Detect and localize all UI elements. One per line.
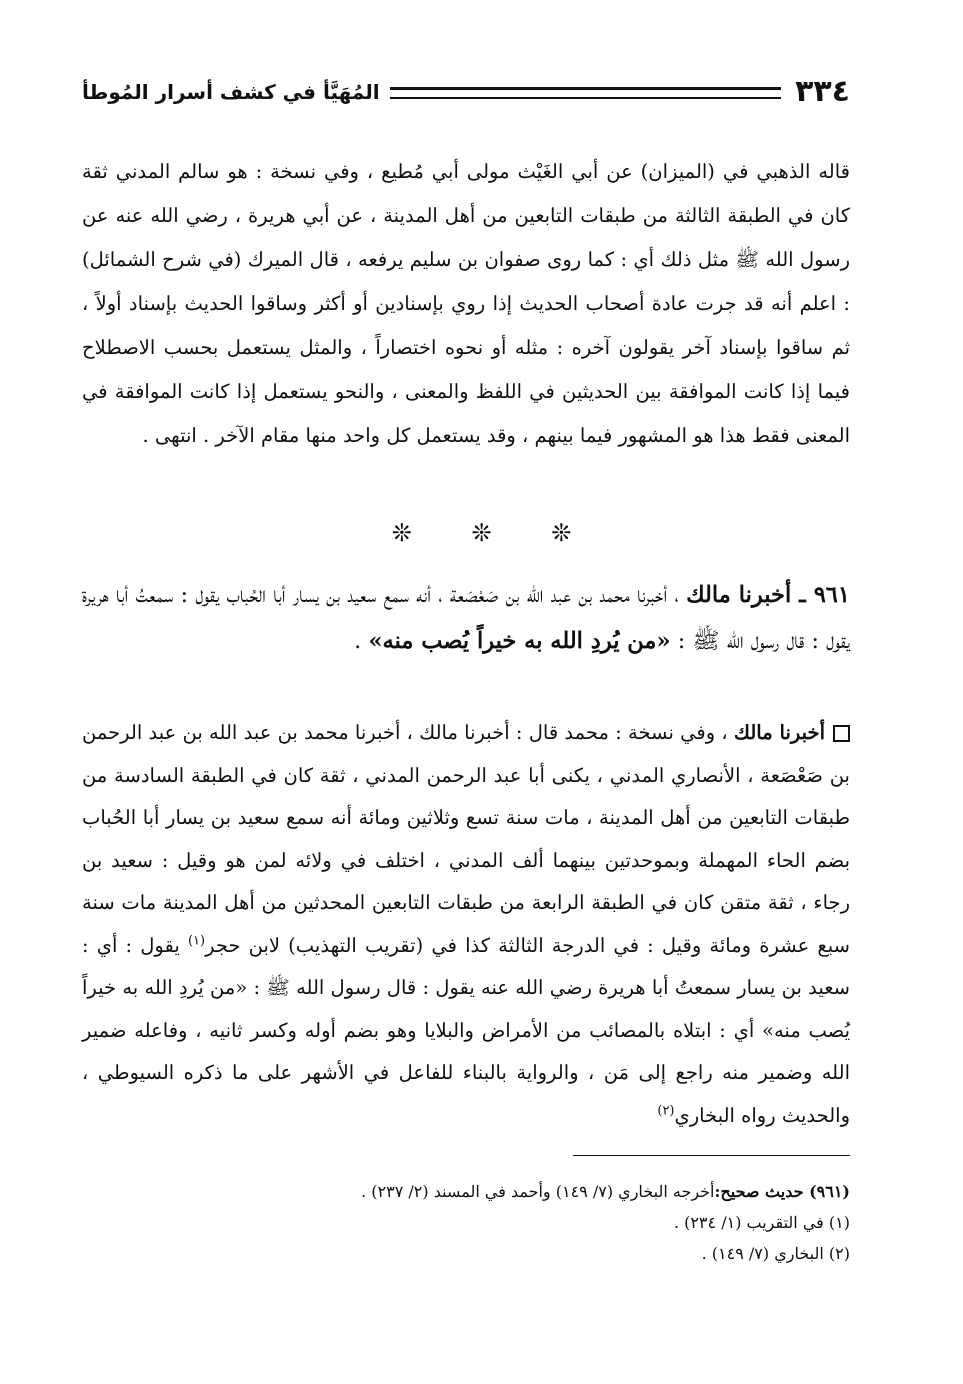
star-ornament-icon: ❊ [471, 519, 492, 547]
hadith-quote: «من يُردِ الله به خيراً يُصب منه» [368, 628, 671, 654]
commentary-part-b: يقول : أي : سعيد بن يسار سمعتُ أبا هريرة رضي الله عنه يقول : قال رسول الله ﷺ : «من يُردِ الله به خيراً يُصب منه» أي : ابتلاه بالمصائب من الأمراض والبلايا وهو بضم أوله وكسر ثانيه ، وفاعله ضمير الله وضمير منه راجع إلى مَن ، والرواية بالبناء للفاعل في الأشهر على ما ذكره السيوطي ، والحديث رواه البخاري [82, 933, 850, 1127]
footnote-item [82, 1207, 850, 1238]
footnotes [82, 1176, 850, 1269]
footnote-item [82, 1238, 850, 1269]
footnote-ref-1[interactable]: (١) [187, 933, 206, 948]
page-number: ٣٣٤ [795, 74, 850, 109]
header-double-rule [390, 87, 781, 99]
running-title: المُهَيَّأ في كشف أسرار المُوطأ [82, 80, 380, 104]
star-ornament-icon: ❊ [391, 519, 412, 547]
square-box-icon [833, 725, 850, 742]
hadith-text [82, 572, 850, 664]
commentary-paragraph-2 [82, 712, 850, 1137]
footnote-text: أخرجه البخاري (٧/ ١٤٩) وأحمد في المسند (٢/ ٢٣٧) . [361, 1182, 715, 1201]
commentary-text: قاله الذهبي في (الميزان) عن أبي الغَيْث مولى أبي مُطيع ، وفي نسخة : هو سالم المدني ثقة كان في الطبقة الثالثة من طبقات التابعين من أهل المدينة ، عن أبي هريرة ، رضي الله عنه عن رسول الله ﷺ مثل ذلك أي : كما روى صفوان بن سليم يرفعه ، قال الميرك (في شرح الشمائل) : اعلم أنه قد جرت عادة أصحاب الحديث إذا روي بإسنادين أو أكثر وساقوا الحديث بإسناد أولاً ، ثم ساقوا بإسناد آخر يقولون آخره : مثله أو نحوه اختصاراً ، والمثل يستعمل بحسب الاصطلاح فيما إذا كانت الموافقة بين الحديثين في اللفظ والمعنى ، والنحو يستعمل إذا كانت الموافقة في المعنى فقط هذا هو المشهور فيما بينهم ، وقد يستعمل كل واحد منها مقام الآخر . انتهى . [82, 160, 850, 447]
commentary-text [82, 712, 850, 1137]
section-separator [0, 518, 963, 548]
hadith-number-lead: ٩٦١ ـ أخبرنا مالك [686, 582, 850, 608]
page-header [82, 72, 850, 112]
footnote-divider [573, 1155, 850, 1156]
footnote-label: (٩٦١) حديث صحيح: [714, 1182, 850, 1201]
hadith-paragraph [82, 572, 850, 664]
hadith-end: . [354, 628, 369, 654]
footnote-text: (١) في التقريب (١/ ٢٣٤) . [673, 1213, 850, 1232]
star-ornament-icon: ❊ [551, 519, 572, 547]
commentary-part-a: ، وفي نسخة : محمد قال : أخبرنا مالك ، أخبرنا محمد بن عبد الله بن عبد الرحمن بن صَعْصَعة ، الأنصاري المدني ، يكنى أبا عبد الرحمن المدني ، ثقة كان في الطبقة السادسة من طبقات التابعين من أهل المدينة ، مات سنة تسع وثلاثين ومائة أنه سمع سعيد بن يسار أبا الحُباب بضم الحاء المهملة وبموحدتين بينهما ألف المدني ، اختلف في ولائه لمن هو وقيل : سعيد بن رجاء ، ثقة متقن كان في الطبقة الرابعة من طبقات التابعين المحدثين من أهل المدينة مات سنة سبع عشرة ومائة وقيل : في الدرجة الثالثة كذا في (تقريب التهذيب) لابن حجر [82, 721, 850, 957]
commentary-paragraph-1 [82, 150, 850, 458]
footnote-text: (٢) البخاري (٧/ ١٤٩) . [701, 1244, 850, 1263]
hadith-body: ، أخبرنا محمد بن عبد الله بن صَعْصَعة ، أنه سمع سعيد بن يسار أبا الحُباب يقول : سمعتُ أبا هريرة يقول : قال رسول الله ﷺ : [82, 582, 850, 654]
footnote-ref-2[interactable]: (٢) [657, 1103, 675, 1118]
commentary-lead: أخبرنا مالك [733, 721, 825, 744]
footnote-item [82, 1176, 850, 1207]
